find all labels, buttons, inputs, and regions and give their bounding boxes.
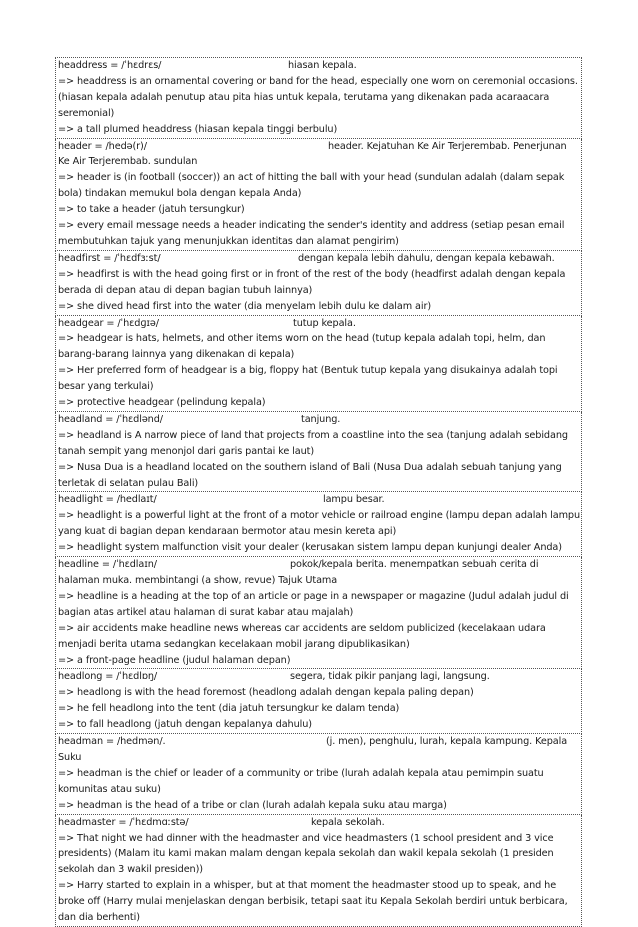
entry-headgear <box>55 316 582 412</box>
entry-term: headlight = /hedlaɪt/ <box>58 494 157 506</box>
example-line: => headdress is an ornamental covering or band for the head, especially one worn on ceremonial occasions. (hiasan kepala adalah penutup atau pita hias untuk kepala, terutama yang dikenakan pada acaraacara seremonial) <box>58 75 578 119</box>
example-line: => a tall plumed headdress (hiasan kepala tinggi berbulu) <box>58 123 338 135</box>
entry-headlong <box>55 669 582 734</box>
example-line: => headman is the chief or leader of a community or tribe (lurah adalah kepala atau pemimpin suatu komunitas atau suku) <box>58 767 544 795</box>
example-line: => to take a header (jatuh tersungkur) <box>58 204 245 216</box>
example-line: => header is (in football (soccer)) an act of hitting the ball with your head (sundulan adalah (dalam sepak bola) tindakan memukul bola dengan kepala Anda) <box>58 172 565 200</box>
entry-heading <box>58 669 580 685</box>
entry-heading <box>58 492 580 508</box>
entry-term: headdress = /ˈhɛdrɛs/ <box>58 60 162 71</box>
example-line: => Nusa Dua is a headland located on the southern island of Bali (Nusa Dua adalah sebuah tanjung yang terletak di selatan pulau Bali) <box>58 461 562 489</box>
example-line: => headland is A narrow piece of land that projects from a coastline into the sea (tanjung adalah sebidang tanah sempit yang menonjol dari garis pantai ke laut) <box>58 429 568 457</box>
example-line: => Harry started to explain in a whisper, but at that moment the headmaster stood up to speak, and he broke off (Harry mulai menjelaskan dengan berbisik, tetapi saat itu Kepala Sekolah berdiri untuk berbicara, dan dia berhenti) <box>58 880 568 924</box>
example-line: => headfirst is with the head going first or in front of the rest of the body (headfirst adalah dengan kepala berada di depan atau di depan bagian tubuh lainnya) <box>58 268 566 296</box>
entry-heading <box>58 815 580 831</box>
entry-meaning: tanjung. <box>301 413 341 425</box>
entry-term: headgear = /ˈhɛdɡɪə/ <box>58 317 159 329</box>
entry-heading <box>58 251 580 267</box>
entry-heading <box>58 139 580 171</box>
entry-meaning: dengan kepala lebih dahulu, dengan kepala kebawah. <box>298 252 555 264</box>
entry-term: headman = /hedmən/. <box>58 736 166 748</box>
entry-heading <box>58 734 580 766</box>
example-line: => he fell headlong into the tent (dia jatuh tersungkur ke dalam tenda) <box>58 703 400 715</box>
entry-meaning: tutup kepala. <box>293 317 356 329</box>
entry-term: headline = /ˈhɛdlaɪn/ <box>58 559 157 571</box>
example-line: => to fall headlong (jatuh dengan kepalanya dahulu) <box>58 719 312 731</box>
entry-headman <box>55 734 582 815</box>
entry-header <box>55 139 582 251</box>
example-line: => Her preferred form of headgear is a big, floppy hat (Bentuk tutup kepala yang disukainya adalah topi besar yang terkulai) <box>58 365 558 393</box>
dictionary-page <box>55 57 582 927</box>
entry-meaning: hiasan kepala. <box>288 60 357 71</box>
entry-meaning: lampu besar. <box>323 494 385 506</box>
entry-term: headfirst = /ˈhɛdfɜːst/ <box>58 252 161 264</box>
entry-headlight <box>55 492 582 557</box>
example-line: => air accidents make headline news whereas car accidents are seldom publicized (kecelakaan udara menjadi berita utama sedangkan kecelakaan mobil jarang dipublikasikan) <box>58 622 546 650</box>
entry-meaning: header. Kejatuhan Ke Air Terjerembab. Penerjunan Ke Air Terjerembab. sundulan <box>58 140 567 168</box>
entry-meaning: segera, tidak pikir panjang lagi, langsung. <box>290 671 490 683</box>
example-line: => headlight system malfunction visit your dealer (kerusakan sistem lampu depan kunjungi dealer Anda) <box>58 542 562 554</box>
example-line: => headline is a heading at the top of an article or page in a newspaper or magazine (Judul adalah judul di bagian atas artikel atau halaman di surat kabar atau majalah) <box>58 590 569 618</box>
example-line: => headlight is a powerful light at the front of a motor vehicle or railroad engine (lampu depan adalah lampu yang kuat di bagian depan kendaraan bermotor atau mesin kereta api) <box>58 510 581 538</box>
entry-headfirst <box>55 251 582 316</box>
example-line: => protective headgear (pelindung kepala) <box>58 397 266 409</box>
example-line: => That night we had dinner with the headmaster and vice headmasters (1 school president and 3 vice presidents) (Malam itu kami makan malam dengan kepala sekolah dan wakil kepala sekolah (1 presiden sekolah dan 3 wakil presiden)) <box>58 832 554 876</box>
entry-headmaster <box>55 815 582 927</box>
entry-headdress <box>55 57 582 139</box>
example-line: => headlong is with the head foremost (headlong adalah dengan kepala paling depan) <box>58 687 474 699</box>
entry-term: header = /hedə(r)/ <box>58 140 147 152</box>
entry-term: headlong = /ˈhɛdlɒŋ/ <box>58 671 158 683</box>
example-line: => she dived head first into the water (dia menyelam lebih dulu ke dalam air) <box>58 300 432 312</box>
entry-term: headland = /ˈhɛdlənd/ <box>58 413 163 425</box>
entry-heading <box>58 316 580 332</box>
entry-heading <box>58 412 580 428</box>
entry-heading <box>58 557 580 589</box>
example-line: => a front-page headline (judul halaman depan) <box>58 654 291 666</box>
entry-headland <box>55 412 582 493</box>
entry-meaning: (j. men), penghulu, lurah, kepala kampung. Kepala Suku <box>58 736 568 763</box>
entry-headline <box>55 557 582 669</box>
entry-meaning: pokok/kepala berita. menempatkan sebuah cerita di halaman muka. membintangi (a show, revue) Tajuk Utama <box>58 559 539 586</box>
example-line: => every email message needs a header indicating the sender's identity and address (setiap pesan email membutuhkan tajuk yang menunjukkan identitas dan alamat pengirim) <box>58 220 565 247</box>
entry-meaning: kepala sekolah. <box>311 816 385 828</box>
entry-heading <box>58 58 580 74</box>
example-line: => headgear is hats, helmets, and other items worn on the head (tutup kepala adalah topi, helm, dan barang-barang lainnya yang dikenakan di kepala) <box>58 333 546 361</box>
example-line: => headman is the head of a tribe or clan (lurah adalah kepala suku atau marga) <box>58 799 447 811</box>
entry-term: headmaster = /ˈhɛdmɑːstə/ <box>58 816 189 828</box>
